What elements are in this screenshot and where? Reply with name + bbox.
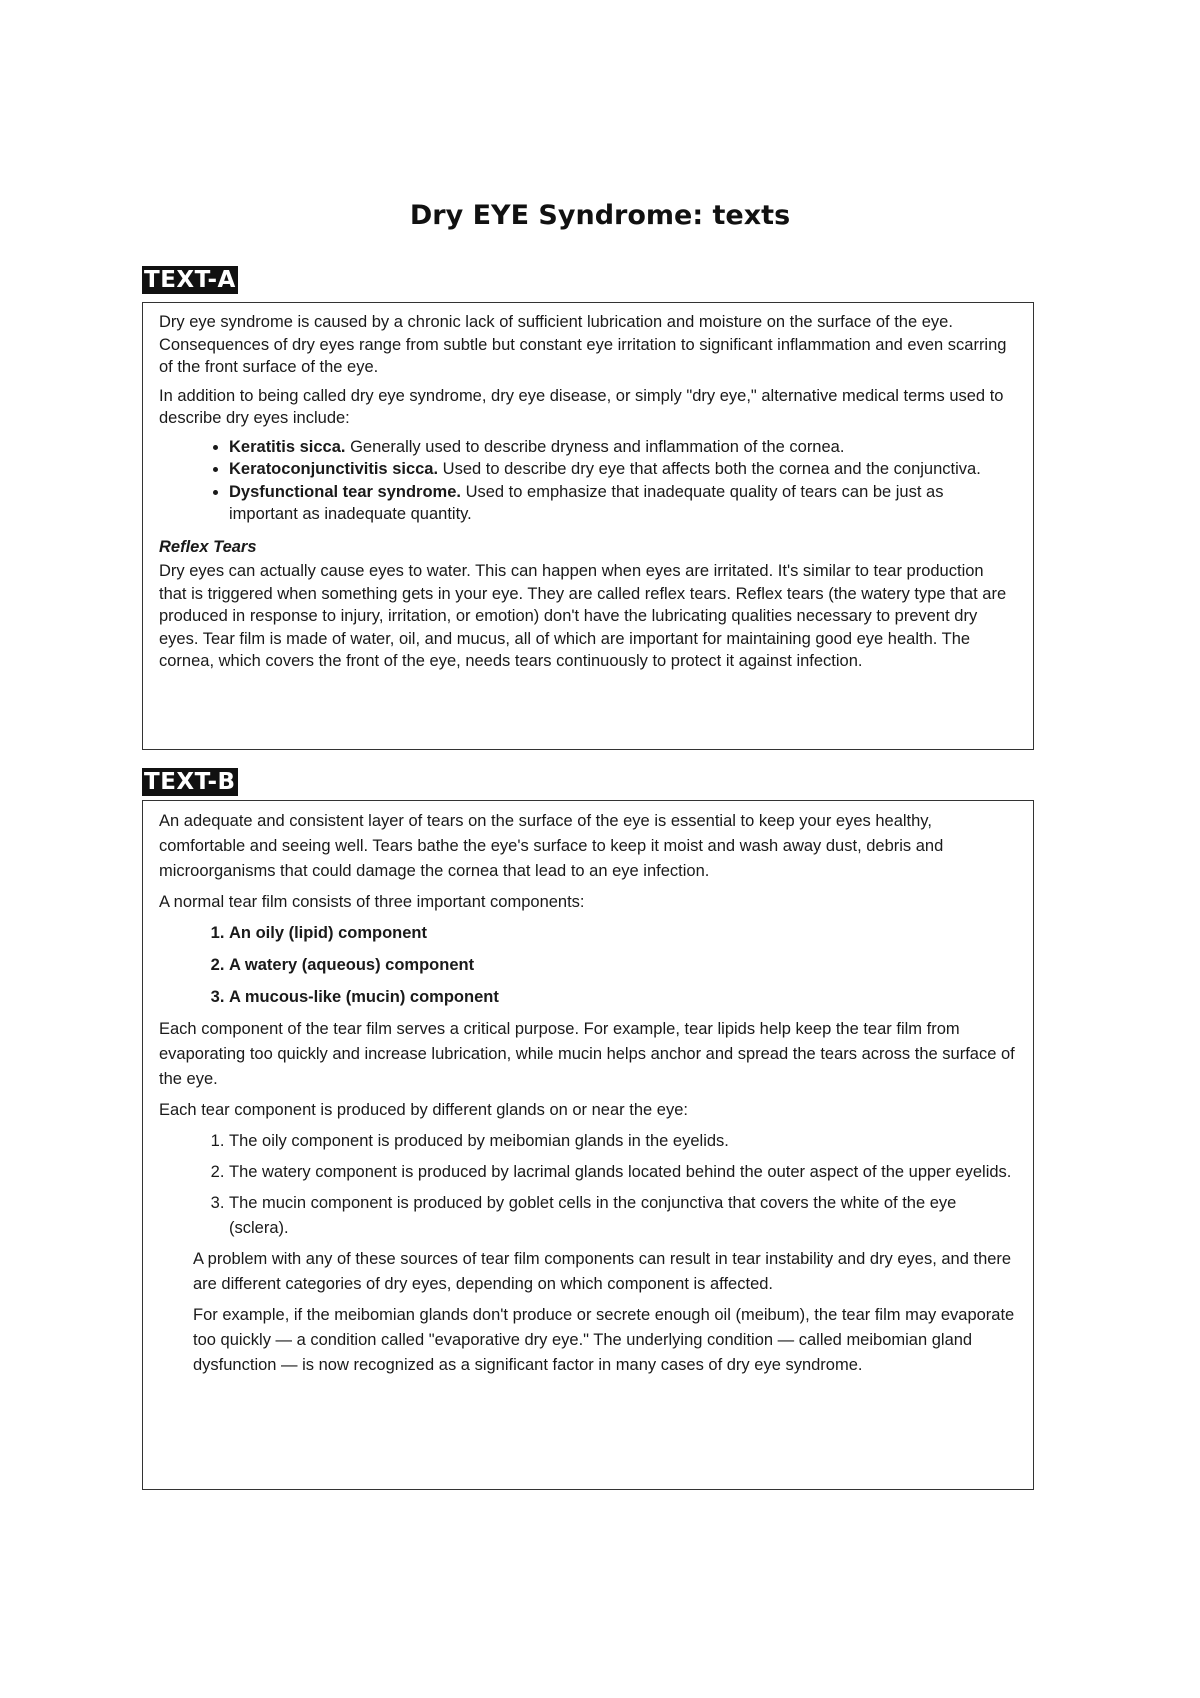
text-a-box bbox=[142, 302, 1034, 750]
text-a-paragraph: Dry eyes can actually cause eyes to water. This can happen when eyes are irritated. It's similar to tear production that is triggered when something gets in your eye. They are called reflex tears. Reflex tears (the watery type that are produced in response to injury, irritation, or emotion) don't have the lubricating qualities necessary to prevent dry eyes. Tear film is made of water, oil, and mucus, all of which are important for maintaining good eye health. The cornea, which covers the front of the eye, needs tears continuously to protect it against infection. bbox=[159, 562, 1007, 670]
glands-list bbox=[159, 1129, 1015, 1241]
term-description: Generally used to describe dryness and inflammation of the cornea. bbox=[345, 437, 845, 456]
list-item: 3. A mucous-like (mucin) component bbox=[229, 985, 1015, 1010]
list-item: 1. An oily (lipid) component bbox=[229, 921, 1015, 946]
text-b-label: TEXT-B bbox=[144, 769, 236, 795]
term: Dysfunctional tear syndrome. bbox=[229, 482, 461, 501]
text-a-label: TEXT-A bbox=[144, 267, 236, 293]
text-b-paragraph: An adequate and consistent layer of tears on the surface of the eye is essential to keep your eyes healthy, comfortable and seeing well. Tears bathe the eye's surface to keep it moist and wash away dust, debris and microorganisms that could damage the cornea that lead to an eye infection. bbox=[159, 812, 944, 880]
text-b-paragraph: A normal tear film consists of three important components: bbox=[159, 893, 585, 911]
alternative-terms-list bbox=[159, 436, 1015, 526]
list-item: 1. The oily component is produced by meibomian glands in the eyelids. bbox=[229, 1129, 1015, 1154]
text-b-paragraph: Each tear component is produced by different glands on or near the eye: bbox=[159, 1101, 688, 1119]
term-description: Used to describe dry eye that affects both the cornea and the conjunctiva. bbox=[438, 460, 981, 478]
text-b-paragraph: For example, if the meibomian glands don't produce or secrete enough oil (meibum), the tear film may evaporate too quickly — a condition called "evaporative dry eye." The underlying condition — called meibomian gland dysfunction — is now recognized as a significant factor in many cases of dry eye syndrome. bbox=[193, 1306, 1015, 1374]
term: Keratitis sicca. bbox=[229, 437, 346, 456]
text-a-paragraph: In addition to being called dry eye syndrome, dry eye disease, or simply "dry eye," alternative medical terms used to describe dry eyes include: bbox=[159, 386, 1004, 427]
term: Keratoconjunctivitis sicca. bbox=[229, 460, 439, 478]
list-item: 2. The watery component is produced by lacrimal glands located behind the outer aspect of the upper eyelids. bbox=[229, 1160, 1015, 1185]
list-item bbox=[229, 458, 1015, 481]
text-b-box bbox=[142, 800, 1034, 1490]
text-b-paragraph: A problem with any of these sources of tear film components can result in tear instability and dry eyes, and there are different categories of dry eyes, depending on which component is affected. bbox=[193, 1250, 1012, 1293]
subheading: Reflex Tears bbox=[159, 537, 257, 556]
list-item bbox=[229, 436, 1015, 459]
list-item: 3. The mucin component is produced by goblet cells in the conjunctiva that covers the white of the eye (sclera). bbox=[229, 1191, 1015, 1241]
tear-components-list bbox=[159, 921, 1015, 1010]
list-item bbox=[229, 481, 1015, 526]
text-a-paragraph: Dry eye syndrome is caused by a chronic lack of sufficient lubrication and moisture on the surface of the eye. Consequences of dry eyes range from subtle but constant eye irritation to significant inflammation and even scarring of the front surface of the eye. bbox=[159, 313, 1007, 376]
list-item: 2. A watery (aqueous) component bbox=[229, 953, 1015, 978]
term-description: Used to emphasize that inadequate quality of tears can be just as important as inadequate quantity. bbox=[229, 482, 944, 523]
text-b-paragraph: Each component of the tear film serves a critical purpose. For example, tear lipids help keep the tear film from evaporating too quickly and increase lubrication, while mucin helps anchor and spread the tears across the surface of the eye. bbox=[159, 1020, 1015, 1088]
page-title: Dry EYE Syndrome: texts bbox=[409, 200, 791, 231]
